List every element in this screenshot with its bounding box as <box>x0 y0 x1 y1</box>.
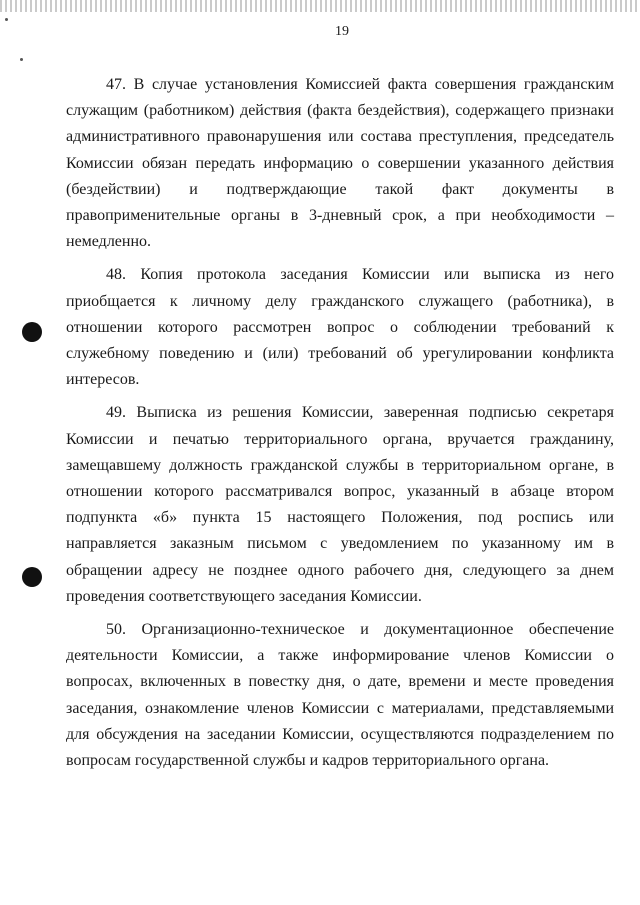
paragraph-47: 47. В случае установления Комиссией факта совершения гражданским служащим (работником) действия (факта бездействия), содержащего признаки административного правонарушения или состава преступления, председатель Комиссии обязан передать информацию о совершении указанного действия (бездействии) и подтверждающие такой факт документы в правоприменительные органы в 3-дневный срок, а при необходимости – немедленно. <box>66 76 614 251</box>
page-number: 19 <box>335 24 349 39</box>
scan-speck <box>20 58 23 61</box>
scan-speck <box>5 18 8 21</box>
scan-header-noise <box>0 0 640 12</box>
punch-hole <box>22 567 42 587</box>
document-body <box>66 72 614 781</box>
punch-hole <box>22 322 42 342</box>
paragraph-49: 49. Выписка из решения Комиссии, заверенная подписью секретаря Комиссии и печатью территориального органа, вручается гражданину, замещавшему должность гражданской службы в территориальном органе, в отношении которого рассматривался вопрос, указанный в абзаце втором подпункта «б» пункта 15 настоящего Положения, под роспись или направляется заказным письмом с уведомлением по указанному им в обращении адресу не позднее одного рабочего дня, следующего за днем проведения соответствующего заседания Комиссии. <box>66 404 614 605</box>
paragraph-48: 48. Копия протокола заседания Комиссии или выписка из него приобщается к личному делу гражданского служащего (работника), в отношении которого рассмотрен вопрос о соблюдении требований к служебному поведению и (или) требований об урегулировании конфликта интересов. <box>66 266 614 389</box>
paragraph-50: 50. Организационно-техническое и документационное обеспечение деятельности Комиссии, а также информирование членов Комиссии о вопросах, включенных в повестку дня, о дате, времени и месте проведения заседания, ознакомление членов Комиссии с материалами, представляемыми для обсуждения на заседании Комиссии, осуществляются подразделением по вопросам государственной службы и кадров территориального органа. <box>66 621 614 770</box>
